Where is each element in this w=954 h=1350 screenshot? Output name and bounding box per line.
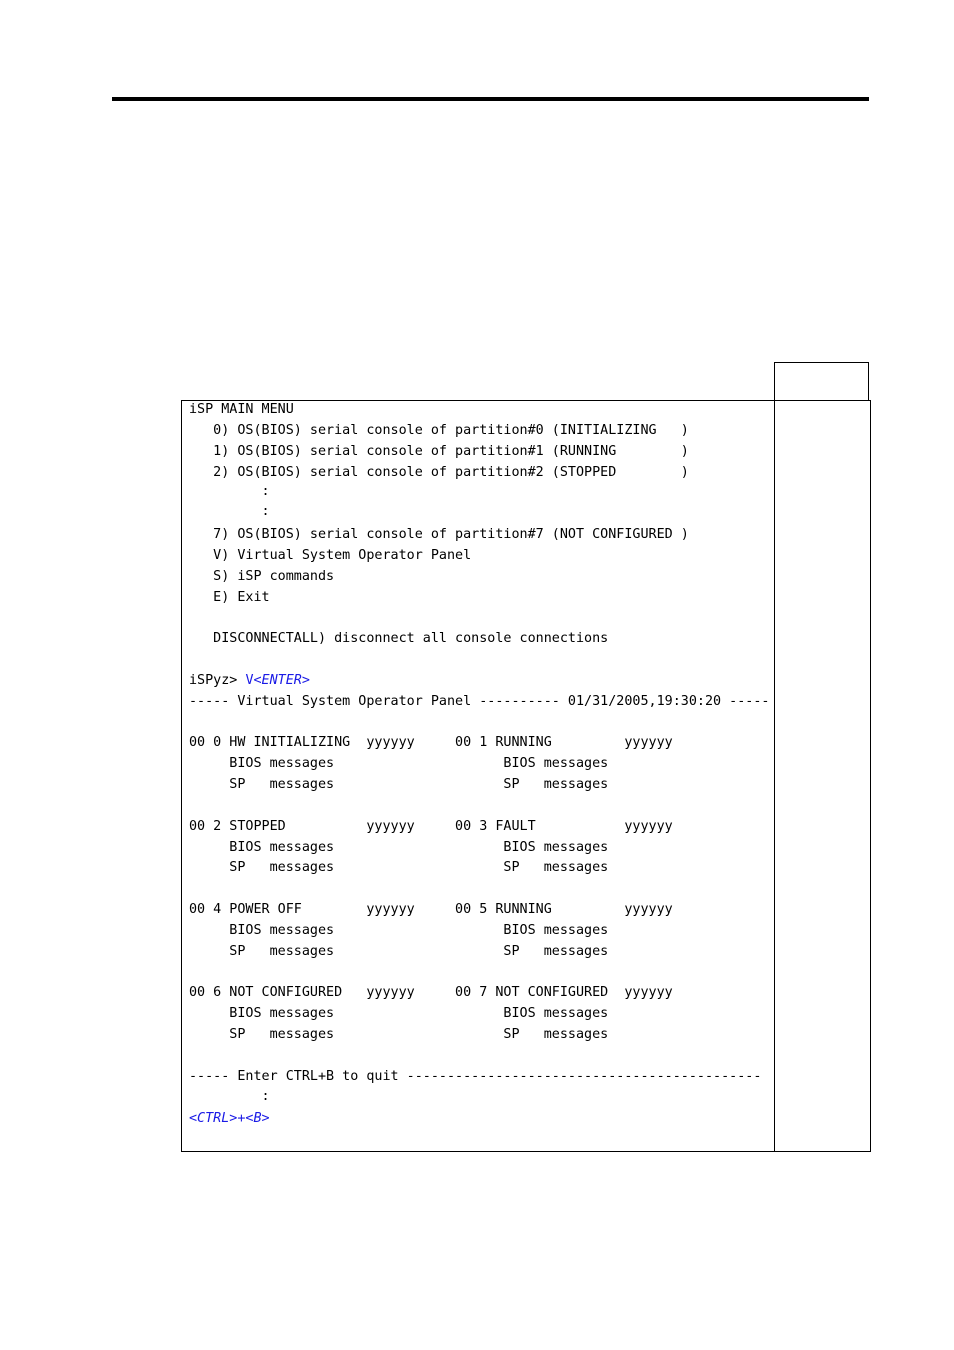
- panel-ellipsis: :: [189, 1089, 270, 1104]
- panel-row: BIOS messages BIOS messages: [189, 756, 609, 771]
- menu-item-1: 1) OS(BIOS) serial console of partition#1 (RUNNING ): [189, 444, 689, 459]
- panel-row: BIOS messages BIOS messages: [189, 923, 609, 938]
- menu-item-7: 7) OS(BIOS) serial console of partition#7 (NOT CONFIGURED ): [189, 527, 689, 542]
- panel-row: SP messages SP messages: [189, 944, 609, 959]
- menu-ellipsis-1: :: [189, 484, 270, 499]
- panel-row: SP messages SP messages: [189, 777, 609, 792]
- panel-row: SP messages SP messages: [189, 1027, 609, 1042]
- command-line: [189, 671, 310, 691]
- panel-row: SP messages SP messages: [189, 860, 609, 875]
- panel-row: 00 6 NOT CONFIGURED yyyyyy 00 7 NOT CONFIGURED yyyyyy: [189, 985, 673, 1000]
- menu-item-2: 2) OS(BIOS) serial console of partition#2 (STOPPED ): [189, 465, 689, 480]
- menu-item-s: S) iSP commands: [189, 569, 335, 584]
- menu-ellipsis-2: :: [189, 504, 270, 519]
- command-prompt: iSPyz>: [189, 673, 246, 688]
- command-enter-key: <ENTER>: [253, 673, 310, 688]
- panel-header: ----- Virtual System Operator Panel ---------- 01/31/2005,19:30:20 -----: [189, 694, 770, 709]
- panel-row: BIOS messages BIOS messages: [189, 840, 609, 855]
- side-header-cell: [774, 362, 869, 400]
- command-key-input: V: [245, 673, 254, 688]
- quit-keys-input: <CTRL>+<B>: [189, 1111, 270, 1126]
- panel-footer: ----- Enter CTRL+B to quit --------------------------------------------: [189, 1069, 762, 1084]
- panel-row: 00 2 STOPPED yyyyyy 00 3 FAULT yyyyyy: [189, 819, 673, 834]
- menu-title: iSP MAIN MENU: [189, 402, 294, 417]
- side-notes-column: [774, 400, 871, 1152]
- menu-item-v: V) Virtual System Operator Panel: [189, 548, 472, 563]
- top-rule: [112, 97, 869, 101]
- menu-item-e: E) Exit: [189, 590, 270, 605]
- menu-item-0: 0) OS(BIOS) serial console of partition#0 (INITIALIZING ): [189, 423, 689, 438]
- panel-row: 00 4 POWER OFF yyyyyy 00 5 RUNNING yyyyyy: [189, 902, 673, 917]
- menu-disconnect: DISCONNECTALL) disconnect all console connections: [189, 631, 609, 646]
- panel-row: BIOS messages BIOS messages: [189, 1006, 609, 1021]
- panel-row: 00 0 HW INITIALIZING yyyyyy 00 1 RUNNING yyyyyy: [189, 735, 673, 750]
